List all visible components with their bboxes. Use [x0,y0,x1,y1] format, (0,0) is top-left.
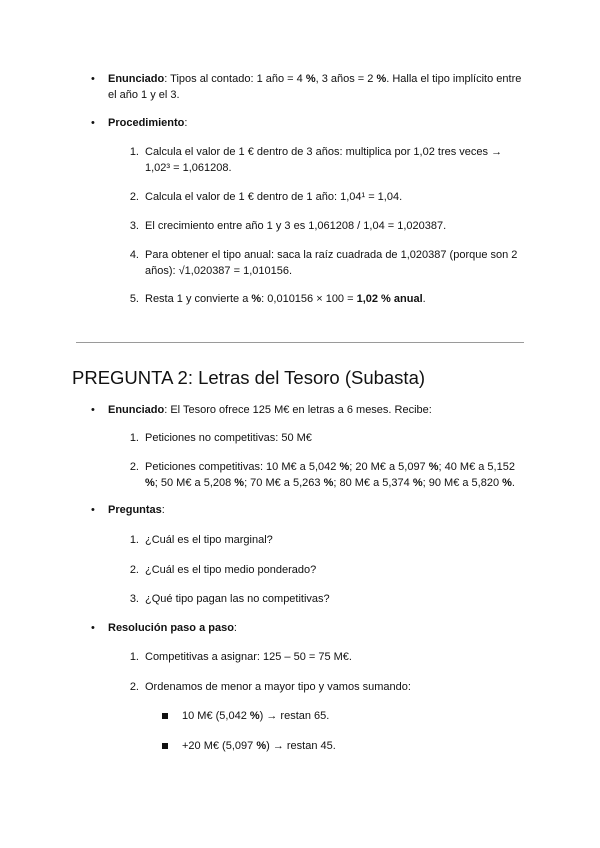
peticion-text: ; 50 M€ a 5,208 [154,477,235,489]
peticion-text: Peticiones no competitivas: 50 M€ [145,432,312,444]
step-number: 5. [129,293,139,305]
percent-sign: % [412,477,423,489]
step-number: 2. [129,564,139,576]
peticion-text: ; 70 M€ a 5,263 [244,477,324,489]
resolucion-text: Ordenamos de menor a mayor tipo y vamos sumando: [145,681,411,693]
percent-sign: % [323,477,334,489]
colon: : [161,504,165,516]
colon: : [184,117,188,129]
step-number: 1. [129,651,139,663]
pregunta-text: ¿Cuál es el tipo medio ponderado? [145,564,317,576]
percent-sign: % [339,461,350,473]
procedimiento-label: Procedimiento [108,117,185,129]
resolucion-label: Resolución paso a paso [108,622,234,634]
percent-sign: % [251,293,262,305]
enunciado-text: : Tipos al contado: 1 año = 4 [164,73,306,85]
preguntas-item [91,502,528,518]
step-number: 1. [129,432,139,444]
sub-item [182,708,522,724]
step-number: 3. [129,220,139,232]
enunciado-item [91,71,528,103]
resolucion-step [129,679,530,695]
procedure-step [129,144,530,176]
step-number: 4. [129,249,139,261]
sub-item-text: ) → restan 45. [266,740,336,752]
step-number: 2. [129,461,139,473]
percent-sign: % [428,461,439,473]
bullet-icon: • [91,504,95,516]
percent-sign: % [249,710,260,722]
percent-sign: % [305,73,316,85]
step-text: : 0,010156 × 100 = [261,293,357,305]
bullet-icon: • [91,622,95,634]
sub-item-text: +20 M€ (5,097 [182,740,257,752]
step-number: 1. [129,146,139,158]
peticion-item [129,430,530,446]
peticion-text: ; 20 M€ a 5,097 [349,461,429,473]
procedure-step [129,291,530,307]
procedure-step [129,218,530,234]
pregunta-item [129,562,530,578]
step-number: 2. [129,191,139,203]
pregunta-item [129,532,530,548]
enunciado-text: , 3 años = 2 [315,73,377,85]
enunciado-text: . Halla el tipo implícito entre el año 1 y el 3. [108,73,522,101]
bullet-icon: • [91,117,95,129]
step-text: Calcula el valor de 1 € dentro de 1 año: 1,04¹ = 1,04. [145,191,403,203]
percent-sign: % [376,73,387,85]
percent-sign: % [234,477,245,489]
enunciado-text: : El Tesoro ofrece 125 M€ en letras a 6 meses. Recibe: [164,404,432,416]
colon: : [233,622,237,634]
peticion-text: Peticiones competitivas: 10 M€ a 5,042 [145,461,340,473]
section-title: PREGUNTA 2: Letras del Tesoro (Subasta) [72,367,426,388]
preguntas-label: Preguntas [108,504,162,516]
pregunta-text: ¿Cuál es el tipo marginal? [145,534,273,546]
step-number: 1. [129,534,139,546]
resolucion-step [129,649,530,665]
pregunta-text: ¿Qué tipo pagan las no competitivas? [145,593,330,605]
sub-item [182,738,522,754]
percent-sign: % [256,740,267,752]
step-text: El crecimiento entre año 1 y 3 es 1,061208 / 1,04 = 1,020387. [145,220,447,232]
step-text: Calcula el valor de 1 € dentro de 3 años: multiplica por 1,02 tres veces → 1,02³ = 1,061208. [145,146,503,174]
square-bullet-icon [162,743,168,749]
enunciado-label: Enunciado [108,404,165,416]
step-number: 2. [129,681,139,693]
step-text: . [422,293,426,305]
sub-item-text: ) → restan 65. [259,710,330,722]
step-number: 3. [129,593,139,605]
bullet-icon: • [91,73,95,85]
resolucion-item [91,620,528,636]
percent-sign: % [502,477,512,489]
percent-sign: % [145,477,155,489]
enunciado-label: Enunciado [108,73,165,85]
procedure-step [129,189,530,205]
resolucion-text: Competitivas a asignar: 125 – 50 = 75 M€. [145,651,352,663]
procedimiento-item [91,115,528,131]
square-bullet-icon [162,713,168,719]
enunciado-item [91,402,528,418]
bullet-icon: • [91,404,95,416]
sub-item-text: 10 M€ (5,042 [182,710,250,722]
peticion-text: ; 90 M€ a 5,820 [422,477,503,489]
horizontal-divider [76,342,524,343]
result-value: 1,02 % anual [356,293,423,305]
peticion-text: . [511,477,515,489]
peticion-text: ; 40 M€ a 5,152 [438,461,515,473]
step-text: Resta 1 y convierte a [145,293,252,305]
peticion-item [129,459,530,491]
procedure-step [129,247,530,279]
pregunta-item [129,591,530,607]
peticion-text: ; 80 M€ a 5,374 [333,477,413,489]
step-text: Para obtener el tipo anual: saca la raíz cuadrada de 1,020387 (porque son 2 años): √1,020387 = 1,010156. [145,249,518,277]
